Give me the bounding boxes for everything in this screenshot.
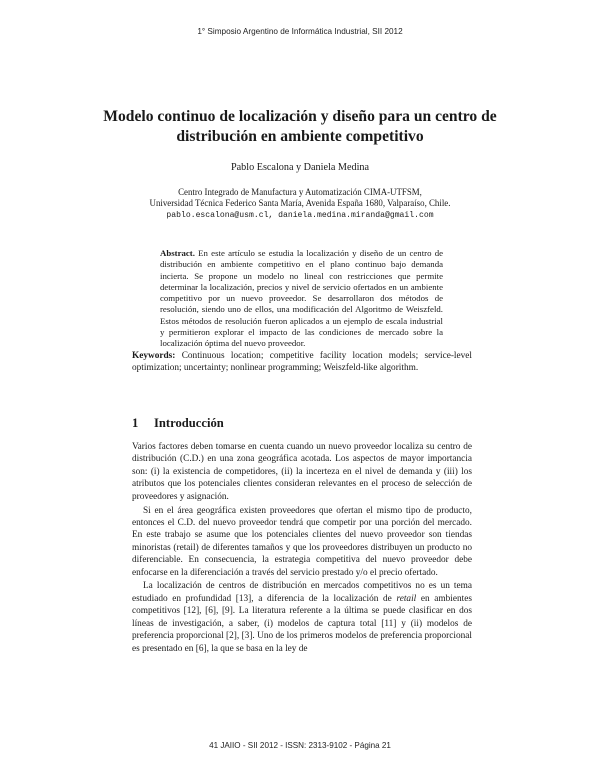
paper-title: Modelo continuo de localización y diseño para un centro de distribución en ambiente competitivo (103, 108, 497, 145)
author-emails: pablo.escalona@usm.cl, daniela.medina.miranda@gmail.com (166, 210, 434, 220)
paragraph-3-italic: retail (396, 593, 417, 604)
paragraph-3-part-b: en ambientes competitivos [12], [6], [9]. La literatura referente a la última se puede clasificar en dos líneas de investigación, a saber, (i) modelos de captura total [11] y (ii) modelos de preferencia proporcional [2], [3]. Uno de los primeros modelos de preferencia proporcional es presentado en [6], la que se basa en la ley de (132, 593, 472, 654)
authors: Pablo Escalona y Daniela Medina (230, 162, 370, 173)
affiliation-line-2: Universidad Técnica Federico Santa María, Avenida España 1680, Valparaíso, Chile. (149, 198, 451, 209)
abstract (160, 248, 443, 350)
affiliation (0, 187, 600, 221)
keywords (132, 350, 472, 375)
section-number: 1 (132, 416, 139, 430)
body-text (132, 441, 472, 655)
section-title: Introducción (154, 416, 224, 430)
abstract-text: En este artículo se estudia la localización y diseño de un centro de distribución en ambiente competitivo en el plano continuo bajo demanda incierta. Se propone un modelo no lineal con restricciones que permite determinar la localización, precios y nivel de servicio ofertados en un ambiente competitivo por un nuevo proveedor. Se desarrollaron dos métodos de resolución, siendo uno de ellos, una modificación del Algoritmo de Weiszfeld. Estos métodos de resolución fueron aplicados a un ejemplo de escala industrial y permitieron explorar el impacto de las condiciones de mercado sobre la localización óptima del nuevo proveedor. (160, 248, 444, 349)
paragraph-3 (132, 580, 472, 654)
running-header: 1° Simposio Argentino de Informática Industrial, SII 2012 (197, 27, 403, 36)
paragraph-3-part-a: La localización de centros de distribución en mercados competitivos no es un tema estudiado en profundidad [13], a diferencia de la localización de (132, 581, 472, 604)
page-footer: 41 JAIIO - SII 2012 - ISSN: 2313-9102 - Página 21 (209, 741, 391, 750)
abstract-label: Abstract. (160, 248, 195, 258)
keywords-text: Continuous location; competitive facility location models; service-level optimization; uncertainty; nonlinear programming; Weiszfeld-like algorithm. (132, 351, 472, 374)
section-heading (132, 416, 224, 431)
paragraph-1: Varios factores deben tomarse en cuenta cuando un nuevo proveedor localiza su centro de distribución (C.D.) en una zona geográfica acotada. Los aspectos de mayor importancia son: (i) la existencia de competidores, (ii) la incerteza en el nivel de demanda y (iii) los atributos que los potenciales clientes consideran relevantes en el proceso de selección de proveedores y asignación. (132, 442, 472, 502)
affiliation-line-1: Centro Integrado de Manufactura y Automatización CIMA-UTFSM, (178, 187, 422, 197)
paragraph-2: Si en el área geográfica existen proveedores que ofertan el mismo tipo de producto, entonces el C.D. del nuevo proveedor tendrá que competir por una porción del mercado. En este trabajo se asume que los potenciales clientes del nuevo proveedor son tiendas minoristas (retail) de diferentes tamaños y que los proveedores distribuyen un producto no diferenciable. En consecuencia, la estrategia competitiva del nuevo proveedor debe enfocarse en la diferenciación a través del servicio prestado y/o el precio ofertado. (132, 505, 472, 578)
keywords-label: Keywords: (132, 351, 176, 361)
